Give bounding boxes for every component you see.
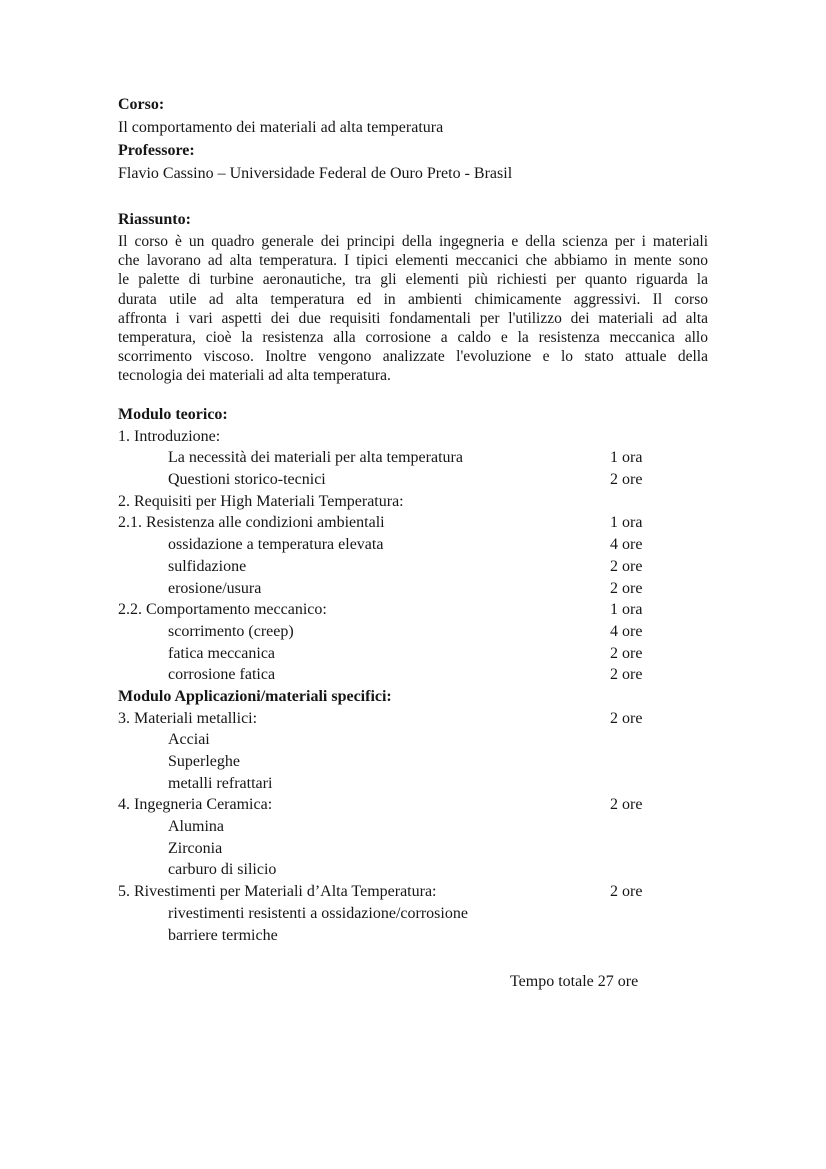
schedule-row (118, 534, 708, 556)
summary-line: che lavorano ad alta temperatura. I tipici elementi meccanici che abbiamo in mente sono (118, 252, 708, 270)
schedule-row (118, 643, 708, 665)
summary-line: Il corso è un quadro generale dei principi della ingegneria e della scienza per i materiali (118, 233, 708, 250)
schedule-row-hours: 2 ore (610, 579, 643, 597)
schedule-row (118, 794, 708, 816)
professor-name: Flavio Cassino – Universidade Federal de Ouro Preto - Brasil (118, 165, 513, 182)
summary-line: durata utile ad alta temperatura ed in ambienti chimicamente aggressivi. Il corso (118, 290, 708, 308)
course-header (118, 93, 708, 185)
schedule-row (118, 491, 708, 513)
schedule-row (118, 708, 708, 730)
schedule-row-hours: 4 ore (610, 622, 643, 640)
schedule-row (118, 859, 708, 881)
schedule-row-hours: 1 ora (610, 449, 643, 467)
schedule-row-hours: 4 ore (610, 536, 643, 554)
schedule-row (118, 426, 708, 448)
schedule-row-label: ossidazione a temperatura elevata (168, 536, 384, 554)
schedule-row-hours: 2 ore (610, 709, 643, 727)
schedule-row (118, 881, 708, 903)
schedule-row (118, 599, 708, 621)
schedule-row (118, 838, 708, 860)
schedule-list (118, 404, 708, 946)
schedule-row (118, 903, 708, 925)
schedule-row (118, 556, 708, 578)
schedule-row-label: La necessità dei materiali per alta temperatura (168, 449, 463, 467)
summary-line: le palette di turbine aeronautiche, tra gli elementi più richiesti per quanto riguarda la (118, 271, 708, 289)
schedule-row-hours: 2 ore (610, 557, 643, 575)
schedule-row (118, 729, 708, 751)
schedule-row-label: metalli refrattari (168, 774, 273, 792)
schedule-row-label: 2. Requisiti per High Materiali Temperatura: (118, 492, 404, 510)
schedule-row-label: Modulo teorico: (118, 406, 228, 423)
schedule-row (118, 512, 708, 534)
schedule-row-hours: 2 ore (610, 471, 643, 489)
schedule-row-label: 3. Materiali metallici: (118, 709, 258, 727)
schedule-row (118, 469, 708, 491)
schedule-row-label: scorrimento (creep) (168, 622, 294, 640)
summary-paragraph (118, 232, 708, 386)
schedule-row-label: 2.1. Resistenza alle condizioni ambientali (118, 514, 385, 532)
schedule-row-label: Modulo Applicazioni/materiali specifici: (118, 687, 392, 705)
schedule-row-label: corrosione fatica (168, 666, 276, 684)
schedule-row-label: sulfidazione (168, 557, 247, 575)
schedule-row-label: Alumina (168, 818, 224, 836)
schedule-row-hours: 1 ora (610, 514, 643, 532)
schedule-row-label: carburo di silicio (168, 861, 277, 879)
schedule-row (118, 664, 708, 686)
summary-line: tecnologia dei materiali ad alta temperatura. (118, 367, 391, 385)
schedule-row-label: 1. Introduzione: (118, 427, 221, 445)
summary-label: Riassunto: (118, 211, 191, 228)
schedule-row-hours: 1 ora (610, 601, 643, 619)
schedule-row (118, 621, 708, 643)
schedule-row (118, 773, 708, 795)
schedule-row-label: fatica meccanica (168, 644, 276, 662)
schedule-row-label: Superleghe (168, 753, 240, 770)
schedule-row-label: rivestimenti resistenti a ossidazione/corrosione (168, 904, 468, 922)
schedule-row (118, 686, 708, 708)
schedule-row-hours: 2 ore (610, 883, 643, 901)
summary-line: affronta i vari aspetti dei due requisiti fondamentali per l'utilizzo dei materiali ad alta (118, 309, 708, 327)
schedule-row-label: erosione/usura (168, 579, 262, 597)
schedule-row (118, 925, 708, 947)
schedule-row-label: 5. Rivestimenti per Materiali d’Alta Temperatura: (118, 883, 437, 901)
schedule-row-label: 4. Ingegneria Ceramica: (118, 796, 273, 814)
schedule-row (118, 578, 708, 600)
schedule-row-hours: 2 ore (610, 644, 643, 662)
schedule-row-label: Zirconia (168, 839, 223, 857)
schedule-row (118, 404, 708, 426)
schedule-row-hours: 2 ore (610, 796, 643, 814)
course-label: Corso: (118, 96, 165, 113)
professor-label: Professore: (118, 142, 195, 159)
schedule-row-label: Acciai (168, 731, 210, 749)
summary-line: temperatura, cioè la resistenza alla corrosione a caldo e la resistenza meccanica allo (118, 329, 708, 347)
schedule-row (118, 447, 708, 469)
schedule-row-label: barriere termiche (168, 926, 278, 944)
course-title: Il comportamento dei materiali ad alta temperatura (118, 119, 444, 136)
schedule-row-label: Questioni storico-tecnici (168, 471, 326, 489)
schedule-row (118, 816, 708, 838)
summary-line: scorrimento viscoso. Inoltre vengono analizzate l'evoluzione e lo stato attuale della (118, 348, 708, 366)
total-hours: Tempo totale 27 ore (510, 973, 639, 990)
summary-section (118, 208, 708, 386)
schedule-row (118, 751, 708, 773)
schedule-row-label: 2.2. Comportamento meccanico: (118, 601, 327, 619)
schedule-row-hours: 2 ore (610, 666, 643, 684)
